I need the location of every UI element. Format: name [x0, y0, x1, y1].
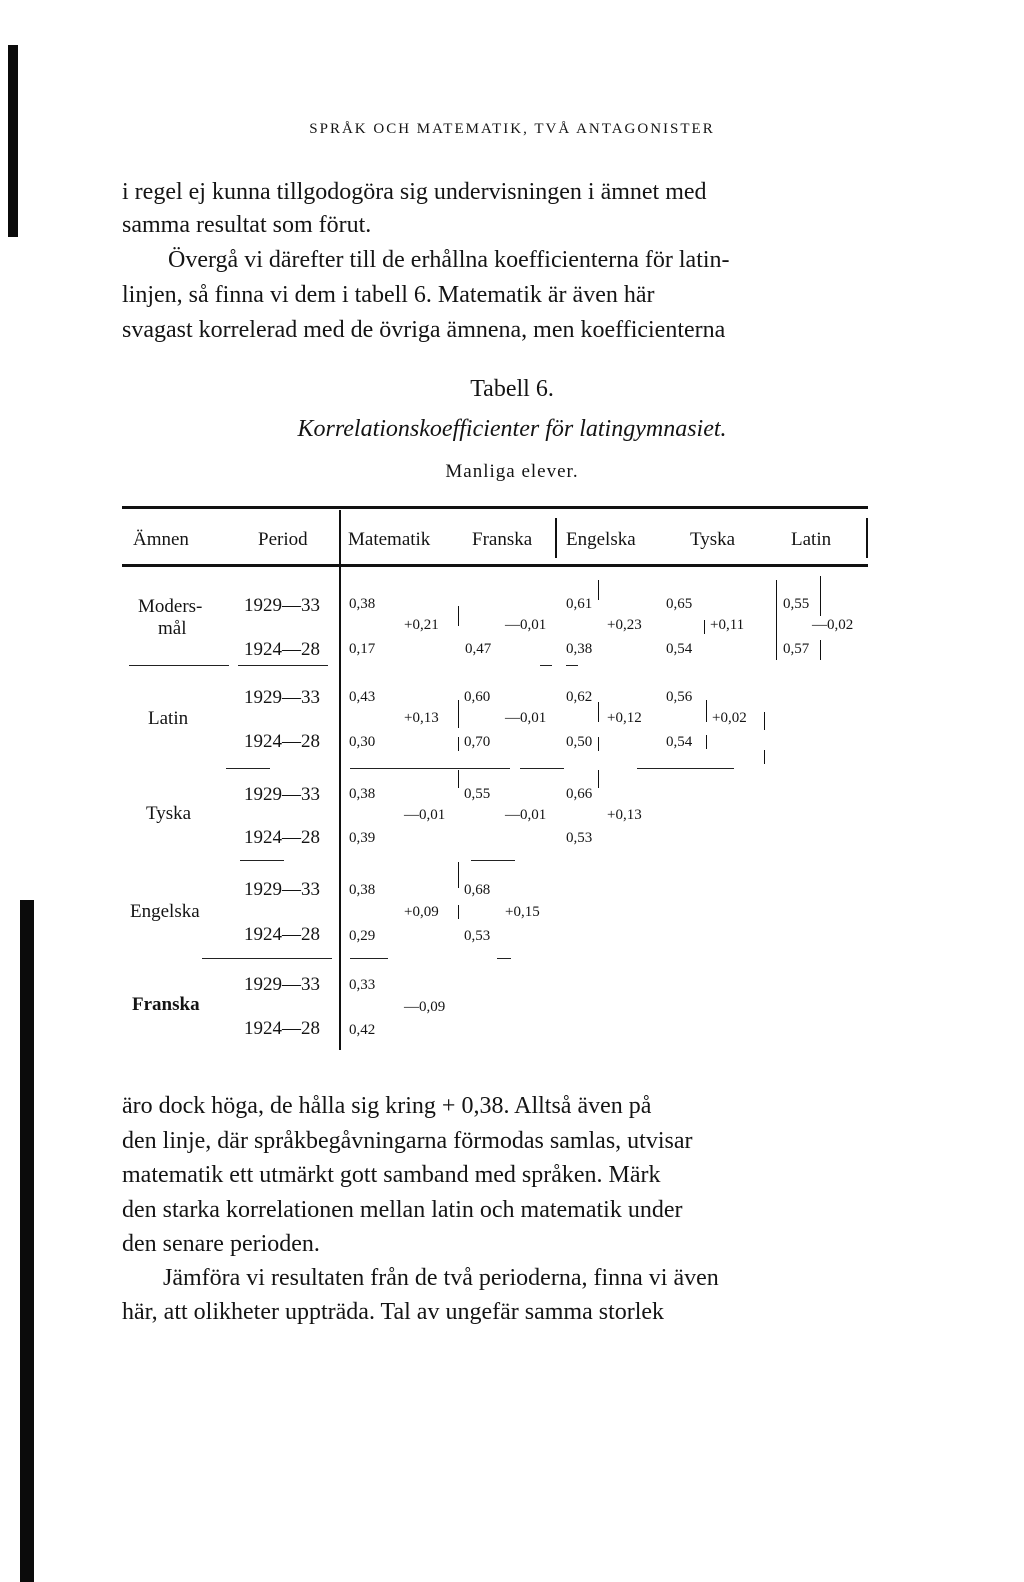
value-cell: 0,42	[349, 1022, 376, 1038]
section-rule	[497, 958, 511, 959]
section-rule	[566, 665, 578, 666]
section-rule	[540, 665, 552, 666]
value-cell: 0,38	[349, 786, 376, 802]
value-cell: 0,43	[349, 689, 376, 705]
section-rule	[238, 665, 328, 666]
scan-edge-bottom	[20, 900, 34, 1582]
col-header-engelska: Engelska	[566, 529, 636, 550]
section-rule	[226, 768, 270, 769]
difference-cell: +0,02	[712, 710, 747, 726]
value-cell: 0,65	[666, 596, 693, 612]
cell-tick	[706, 700, 707, 722]
intro-line: linjen, så finna vi dem i tabell 6. Matematik är även här	[122, 282, 655, 308]
subject-tyska: Tyska	[146, 803, 192, 824]
value-cell: 0,54	[666, 734, 693, 750]
cell-tick	[458, 737, 459, 751]
section-rule	[520, 768, 564, 769]
value-cell: 0,68	[464, 882, 491, 898]
section-rule	[202, 958, 332, 959]
col-header-period: Period	[258, 529, 308, 550]
difference-cell: —0,01	[404, 807, 446, 823]
outro-line: äro dock höga, de hålla sig kring + 0,38. Alltså även på	[122, 1093, 652, 1119]
section-rule	[350, 768, 510, 769]
table-divider	[339, 510, 341, 1050]
table-group: Manliga elever.	[445, 461, 579, 482]
cell-tick	[776, 580, 777, 660]
cell-tick	[704, 620, 705, 634]
period-1924-28: 1924—28	[244, 731, 320, 752]
difference-cell: +0,09	[404, 904, 439, 920]
value-cell: 0,38	[566, 641, 593, 657]
period-1929-33: 1929—33	[244, 974, 320, 995]
section-rule	[240, 860, 284, 861]
period-1924-28: 1924—28	[244, 924, 320, 945]
value-cell: 0,30	[349, 734, 376, 750]
cell-tick	[458, 862, 459, 888]
difference-cell: —0,02	[812, 617, 854, 633]
difference-cell: —0,01	[505, 807, 547, 823]
col-header-amnen: Ämnen	[133, 529, 189, 550]
difference-cell: +0,13	[404, 710, 439, 726]
value-cell: 0,39	[349, 830, 376, 846]
cell-tick	[598, 702, 599, 722]
header-divider	[866, 518, 868, 558]
cell-tick	[706, 735, 707, 749]
subject-modersmal: Moders-	[138, 596, 203, 617]
difference-cell: +0,13	[607, 807, 642, 823]
table-header-rule	[122, 564, 868, 567]
cell-tick	[458, 770, 459, 788]
period-1924-28: 1924—28	[244, 639, 320, 660]
period-1929-33: 1929—33	[244, 879, 320, 900]
outro-line: den starka korrelationen mellan latin och matematik under	[122, 1197, 683, 1223]
difference-cell: +0,11	[710, 617, 745, 633]
difference-cell: +0,15	[505, 904, 540, 920]
running-header: SPRÅK OCH MATEMATIK, TVÅ ANTAGONISTER	[309, 121, 715, 137]
period-1929-33: 1929—33	[244, 595, 320, 616]
section-rule	[637, 768, 734, 769]
section-rule	[471, 860, 515, 861]
section-rule	[129, 665, 229, 666]
value-cell: 0,38	[349, 882, 376, 898]
cell-tick	[820, 576, 821, 616]
outro-line: Jämföra vi resultaten från de två perioderna, finna vi även	[163, 1265, 719, 1291]
table-top-rule	[122, 506, 868, 509]
outro-line: matematik ett utmärkt gott samband med språken. Märk	[122, 1162, 661, 1188]
value-cell: 0,29	[349, 928, 376, 944]
cell-tick	[820, 640, 821, 660]
col-header-matematik: Matematik	[348, 529, 431, 550]
outro-line: den senare perioden.	[122, 1231, 320, 1257]
period-1929-33: 1929—33	[244, 784, 320, 805]
subject-franska: Franska	[132, 994, 200, 1015]
value-cell: 0,55	[783, 596, 810, 612]
period-1929-33: 1929—33	[244, 687, 320, 708]
col-header-latin: Latin	[791, 529, 832, 550]
difference-cell: +0,23	[607, 617, 642, 633]
value-cell: 0,50	[566, 734, 593, 750]
cell-tick	[458, 905, 459, 919]
value-cell: 0,61	[566, 596, 593, 612]
period-1924-28: 1924—28	[244, 1018, 320, 1039]
cell-tick	[764, 750, 765, 764]
value-cell: 0,70	[464, 734, 491, 750]
difference-cell: —0,09	[404, 999, 446, 1015]
value-cell: 0,17	[349, 641, 376, 657]
value-cell: 0,53	[566, 830, 593, 846]
outro-line: den linje, där språkbegåvningarna förmodas samlas, utvisar	[122, 1128, 693, 1154]
table-subtitle: Korrelationskoefficienter för latingymnasiet.	[297, 416, 727, 442]
value-cell: 0,38	[349, 596, 376, 612]
intro-line: Övergå vi därefter till de erhållna koefficienterna för latin-	[168, 247, 730, 273]
col-header-tyska: Tyska	[690, 529, 736, 550]
value-cell: 0,62	[566, 689, 593, 705]
cell-tick	[598, 737, 599, 751]
subject-modersmal: mål	[158, 618, 187, 639]
col-header-franska: Franska	[472, 529, 533, 550]
value-cell: 0,53	[464, 928, 491, 944]
value-cell: 0,66	[566, 786, 593, 802]
cell-tick	[598, 770, 599, 788]
intro-line: samma resultat som förut.	[122, 212, 372, 238]
difference-cell: +0,12	[607, 710, 642, 726]
subject-latin: Latin	[148, 708, 189, 729]
value-cell: 0,56	[666, 689, 693, 705]
value-cell: 0,47	[465, 641, 492, 657]
value-cell: 0,54	[666, 641, 693, 657]
scan-edge-top	[8, 45, 18, 237]
cell-tick	[458, 700, 459, 728]
subject-engelska: Engelska	[130, 901, 200, 922]
value-cell: 0,55	[464, 786, 491, 802]
table-title: Tabell 6.	[470, 376, 554, 402]
intro-line: i regel ej kunna tillgodogöra sig undervisningen i ämnet med	[122, 179, 707, 205]
value-cell: 0,33	[349, 977, 376, 993]
intro-line: svagast korrelerad med de övriga ämnena, men koefficienterna	[122, 317, 726, 343]
difference-cell: —0,01	[505, 617, 547, 633]
outro-line: här, att olikheter uppträda. Tal av ungefär samma storlek	[122, 1299, 665, 1325]
cell-tick	[598, 580, 599, 600]
value-cell: 0,57	[783, 641, 810, 657]
cell-tick	[764, 712, 765, 730]
section-rule	[350, 958, 388, 959]
difference-cell: —0,01	[505, 710, 547, 726]
period-1924-28: 1924—28	[244, 827, 320, 848]
value-cell: 0,60	[464, 689, 491, 705]
difference-cell: +0,21	[404, 617, 439, 633]
header-divider	[555, 518, 557, 558]
cell-tick	[458, 606, 459, 626]
